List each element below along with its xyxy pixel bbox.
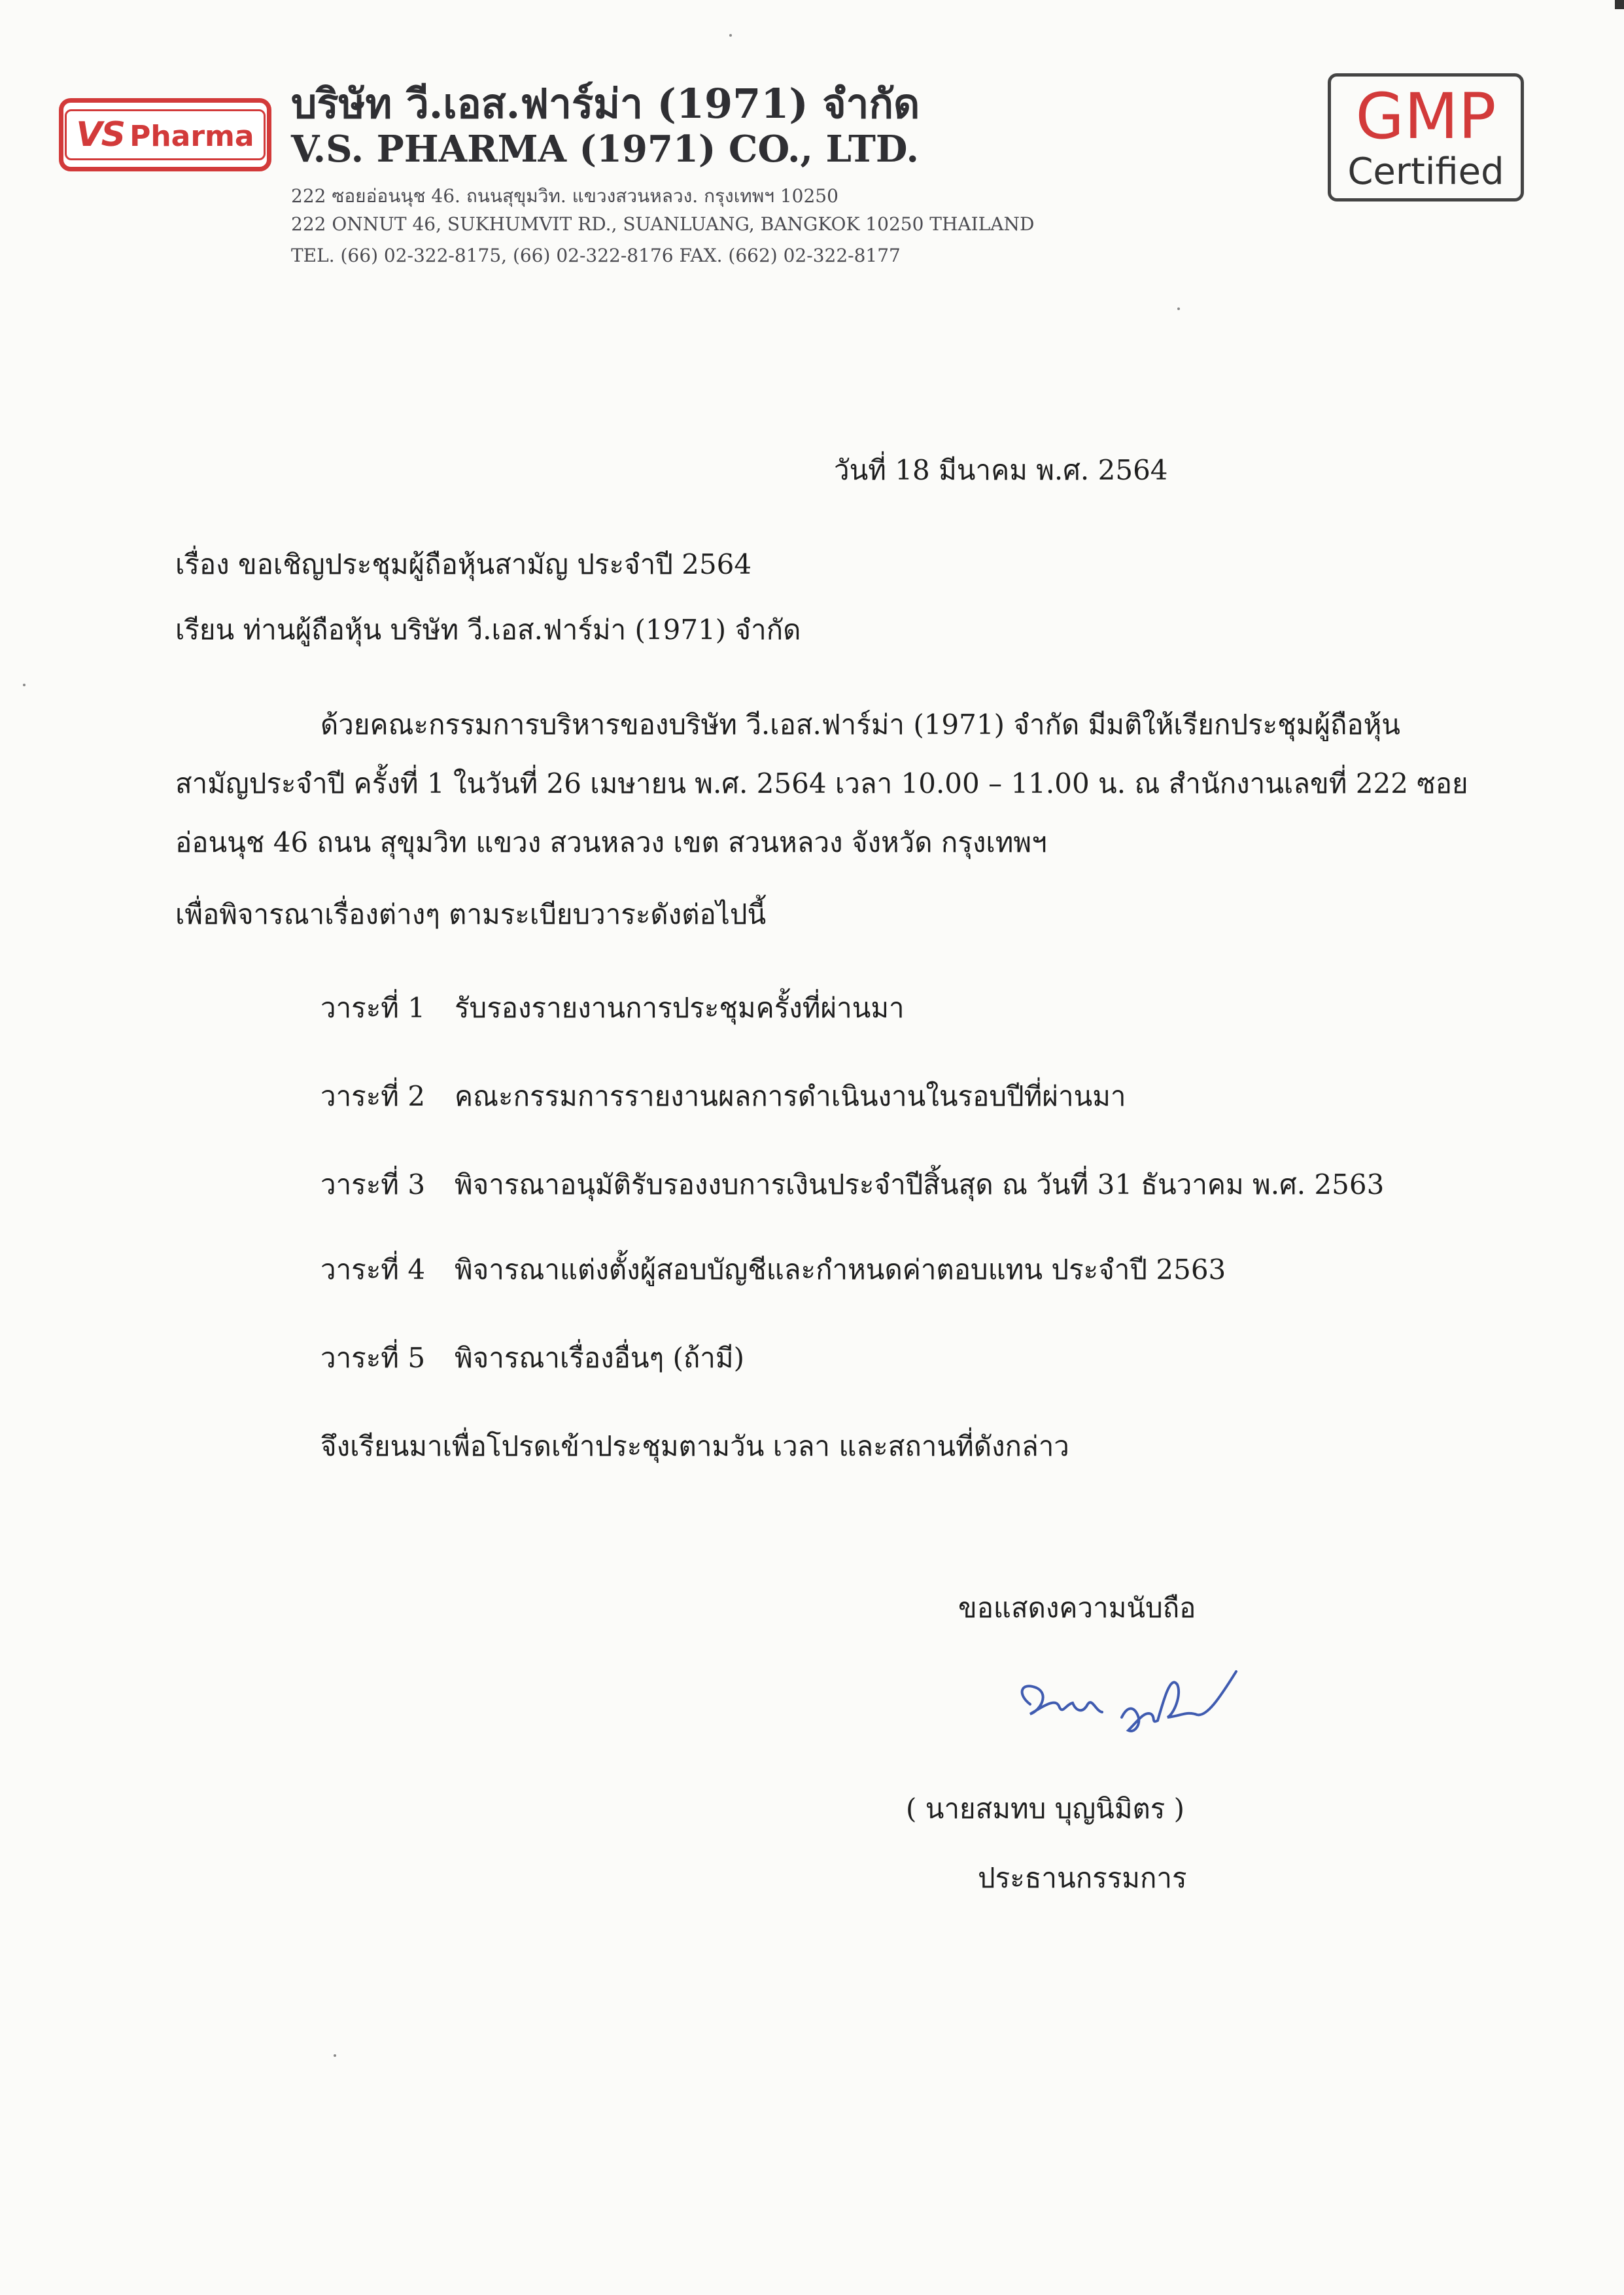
agenda-item: คณะกรรมการรายงานผลการดำเนินงานในรอบปีที่ผ่านมา: [455, 1080, 1126, 1112]
agenda-number: วาระที่ 3: [320, 1168, 426, 1200]
address-english: 222 ONNUT 46, SUKHUMVIT RD., SUANLUANG, BANGKOK 10250 THAILAND: [291, 213, 1035, 235]
letter-subject: เรื่อง ขอเชิญประชุมผู้ถือหุ้นสามัญ ประจำปี 2564: [175, 548, 752, 580]
paragraph-line-2: สามัญประจำปี ครั้งที่ 1 ในวันที่ 26 เมษายน พ.ศ. 2564 เวลา 10.00 – 11.00 น. ณ สำนักงานเลขที่ 222 ซอย: [175, 767, 1468, 799]
company-name-thai: บริษัท วี.เอส.ฟาร์ม่า (1971) จำกัด: [291, 80, 920, 128]
paragraph-line-4: เพื่อพิจารณาเรื่องต่างๆ ตามระเบียบวาระดังต่อไปนี้: [175, 898, 767, 930]
signer-name: ( นายสมทบ บุญนิมิตร ): [906, 1793, 1185, 1825]
paragraph-line-3: อ่อนนุช 46 ถนน สุขุมวิท แขวง สวนหลวง เขต สวนหลวง จังหวัด กรุงเทพฯ: [175, 826, 1047, 858]
address-thai: 222 ซอยอ่อนนุช 46. ถนนสุขุมวิท. แขวงสวนหลวง. กรุงเทพฯ 10250: [291, 185, 838, 207]
handwritten-signature: [1011, 1658, 1253, 1750]
logo-emblem: [65, 109, 265, 160]
company-name-english: V.S. PHARMA (1971) CO., LTD.: [291, 128, 919, 171]
agenda-number: วาระที่ 5: [320, 1342, 426, 1374]
signer-title: ประธานกรรมการ: [978, 1862, 1187, 1894]
contact-numbers: TEL. (66) 02-322-8175, (66) 02-322-8176 FAX. (662) 02-322-8177: [291, 245, 901, 266]
paragraph-line-1: ด้วยคณะกรรมการบริหารของบริษัท วี.เอส.ฟาร์ม่า (1971) จำกัด มีมติให้เรียกประชุมผู้ถือหุ้น: [320, 709, 1401, 741]
agenda-item: รับรองรายงานการประชุมครั้งที่ผ่านมา: [455, 992, 905, 1024]
agenda-number: วาระที่ 4: [320, 1253, 426, 1286]
badge-certified-text: Certified: [1347, 150, 1504, 193]
scan-speck: [1177, 307, 1180, 310]
badge-gmp-text: GMP: [1355, 80, 1496, 153]
logo-mark-vs: VS: [76, 115, 125, 154]
agenda-number: วาระที่ 1: [320, 992, 426, 1024]
agenda-item: พิจารณาแต่งตั้งผู้สอบบัญชีและกำหนดค่าตอบแทน ประจำปี 2563: [455, 1253, 1226, 1286]
regards-line: ขอแสดงความนับถือ: [958, 1592, 1196, 1624]
scan-speck: [729, 34, 732, 37]
agenda-number: วาระที่ 2: [320, 1080, 426, 1112]
gmp-certified-badge: [1328, 73, 1524, 201]
closing-sentence: จึงเรียนมาเพื่อโปรดเข้าประชุมตามวัน เวลา และสถานที่ดังกล่าว: [320, 1430, 1069, 1462]
scan-speck: [334, 2054, 336, 2057]
scan-corner-mark: [1615, 0, 1624, 9]
scan-speck: [23, 684, 26, 686]
logo-mark-pharma: Pharma: [130, 120, 254, 153]
agenda-item: พิจารณาอนุมัติรับรองงบการเงินประจำปีสิ้นสุด ณ วันที่ 31 ธันวาคม พ.ศ. 2563: [455, 1168, 1385, 1200]
company-logo: [59, 98, 271, 171]
agenda-item: พิจารณาเรื่องอื่นๆ (ถ้ามี): [455, 1342, 744, 1374]
letter-recipient: เรียน ท่านผู้ถือหุ้น บริษัท วี.เอส.ฟาร์ม่า (1971) จำกัด: [175, 614, 801, 646]
letter-date: วันที่ 18 มีนาคม พ.ศ. 2564: [834, 454, 1168, 486]
